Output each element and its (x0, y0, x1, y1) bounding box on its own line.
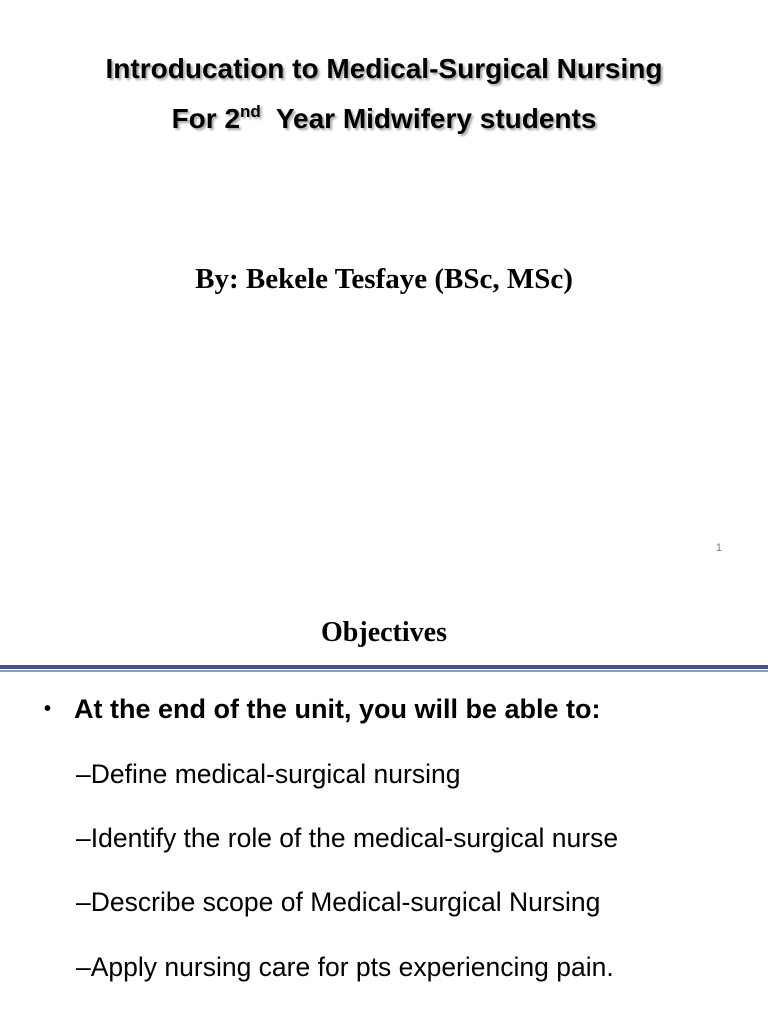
objective-text: Apply nursing care for pts experiencing pain. (90, 952, 614, 982)
dash-icon: – (76, 759, 91, 789)
author-line: By: Bekele Tesfaye (BSc, MSc) (195, 263, 573, 295)
objective-text: Identify the role of the medical-surgical nurse (90, 823, 619, 853)
objective-item (76, 823, 618, 854)
title-prefix: For 2 (171, 103, 241, 134)
title-suffix: Year Midwifery students (260, 103, 597, 134)
objective-item (76, 759, 460, 790)
intro-text: At the end of the unit, you will be able to: (74, 694, 601, 724)
title-superscript: nd (240, 102, 261, 121)
dash-icon: – (76, 887, 91, 917)
dash-icon: – (76, 952, 91, 982)
objectives-title: Objectives (321, 617, 447, 648)
title-divider-gray (0, 670, 768, 672)
title-divider-blue (0, 665, 768, 669)
dash-icon: – (76, 823, 91, 853)
objectives-slide (0, 582, 768, 1024)
objective-text: Define medical-surgical nursing (90, 759, 461, 789)
slide-title-line-2 (0, 103, 768, 135)
objective-text: Describe scope of Medical-surgical Nursing (90, 887, 601, 917)
slide-title-line-1: Introducation to Medical-Surgical Nursing (105, 53, 663, 84)
page-number: 1 (715, 542, 722, 554)
objective-item (76, 952, 614, 983)
bullet-icon: • (44, 698, 52, 720)
objective-item (76, 887, 600, 918)
intro-bullet-item (44, 694, 601, 725)
